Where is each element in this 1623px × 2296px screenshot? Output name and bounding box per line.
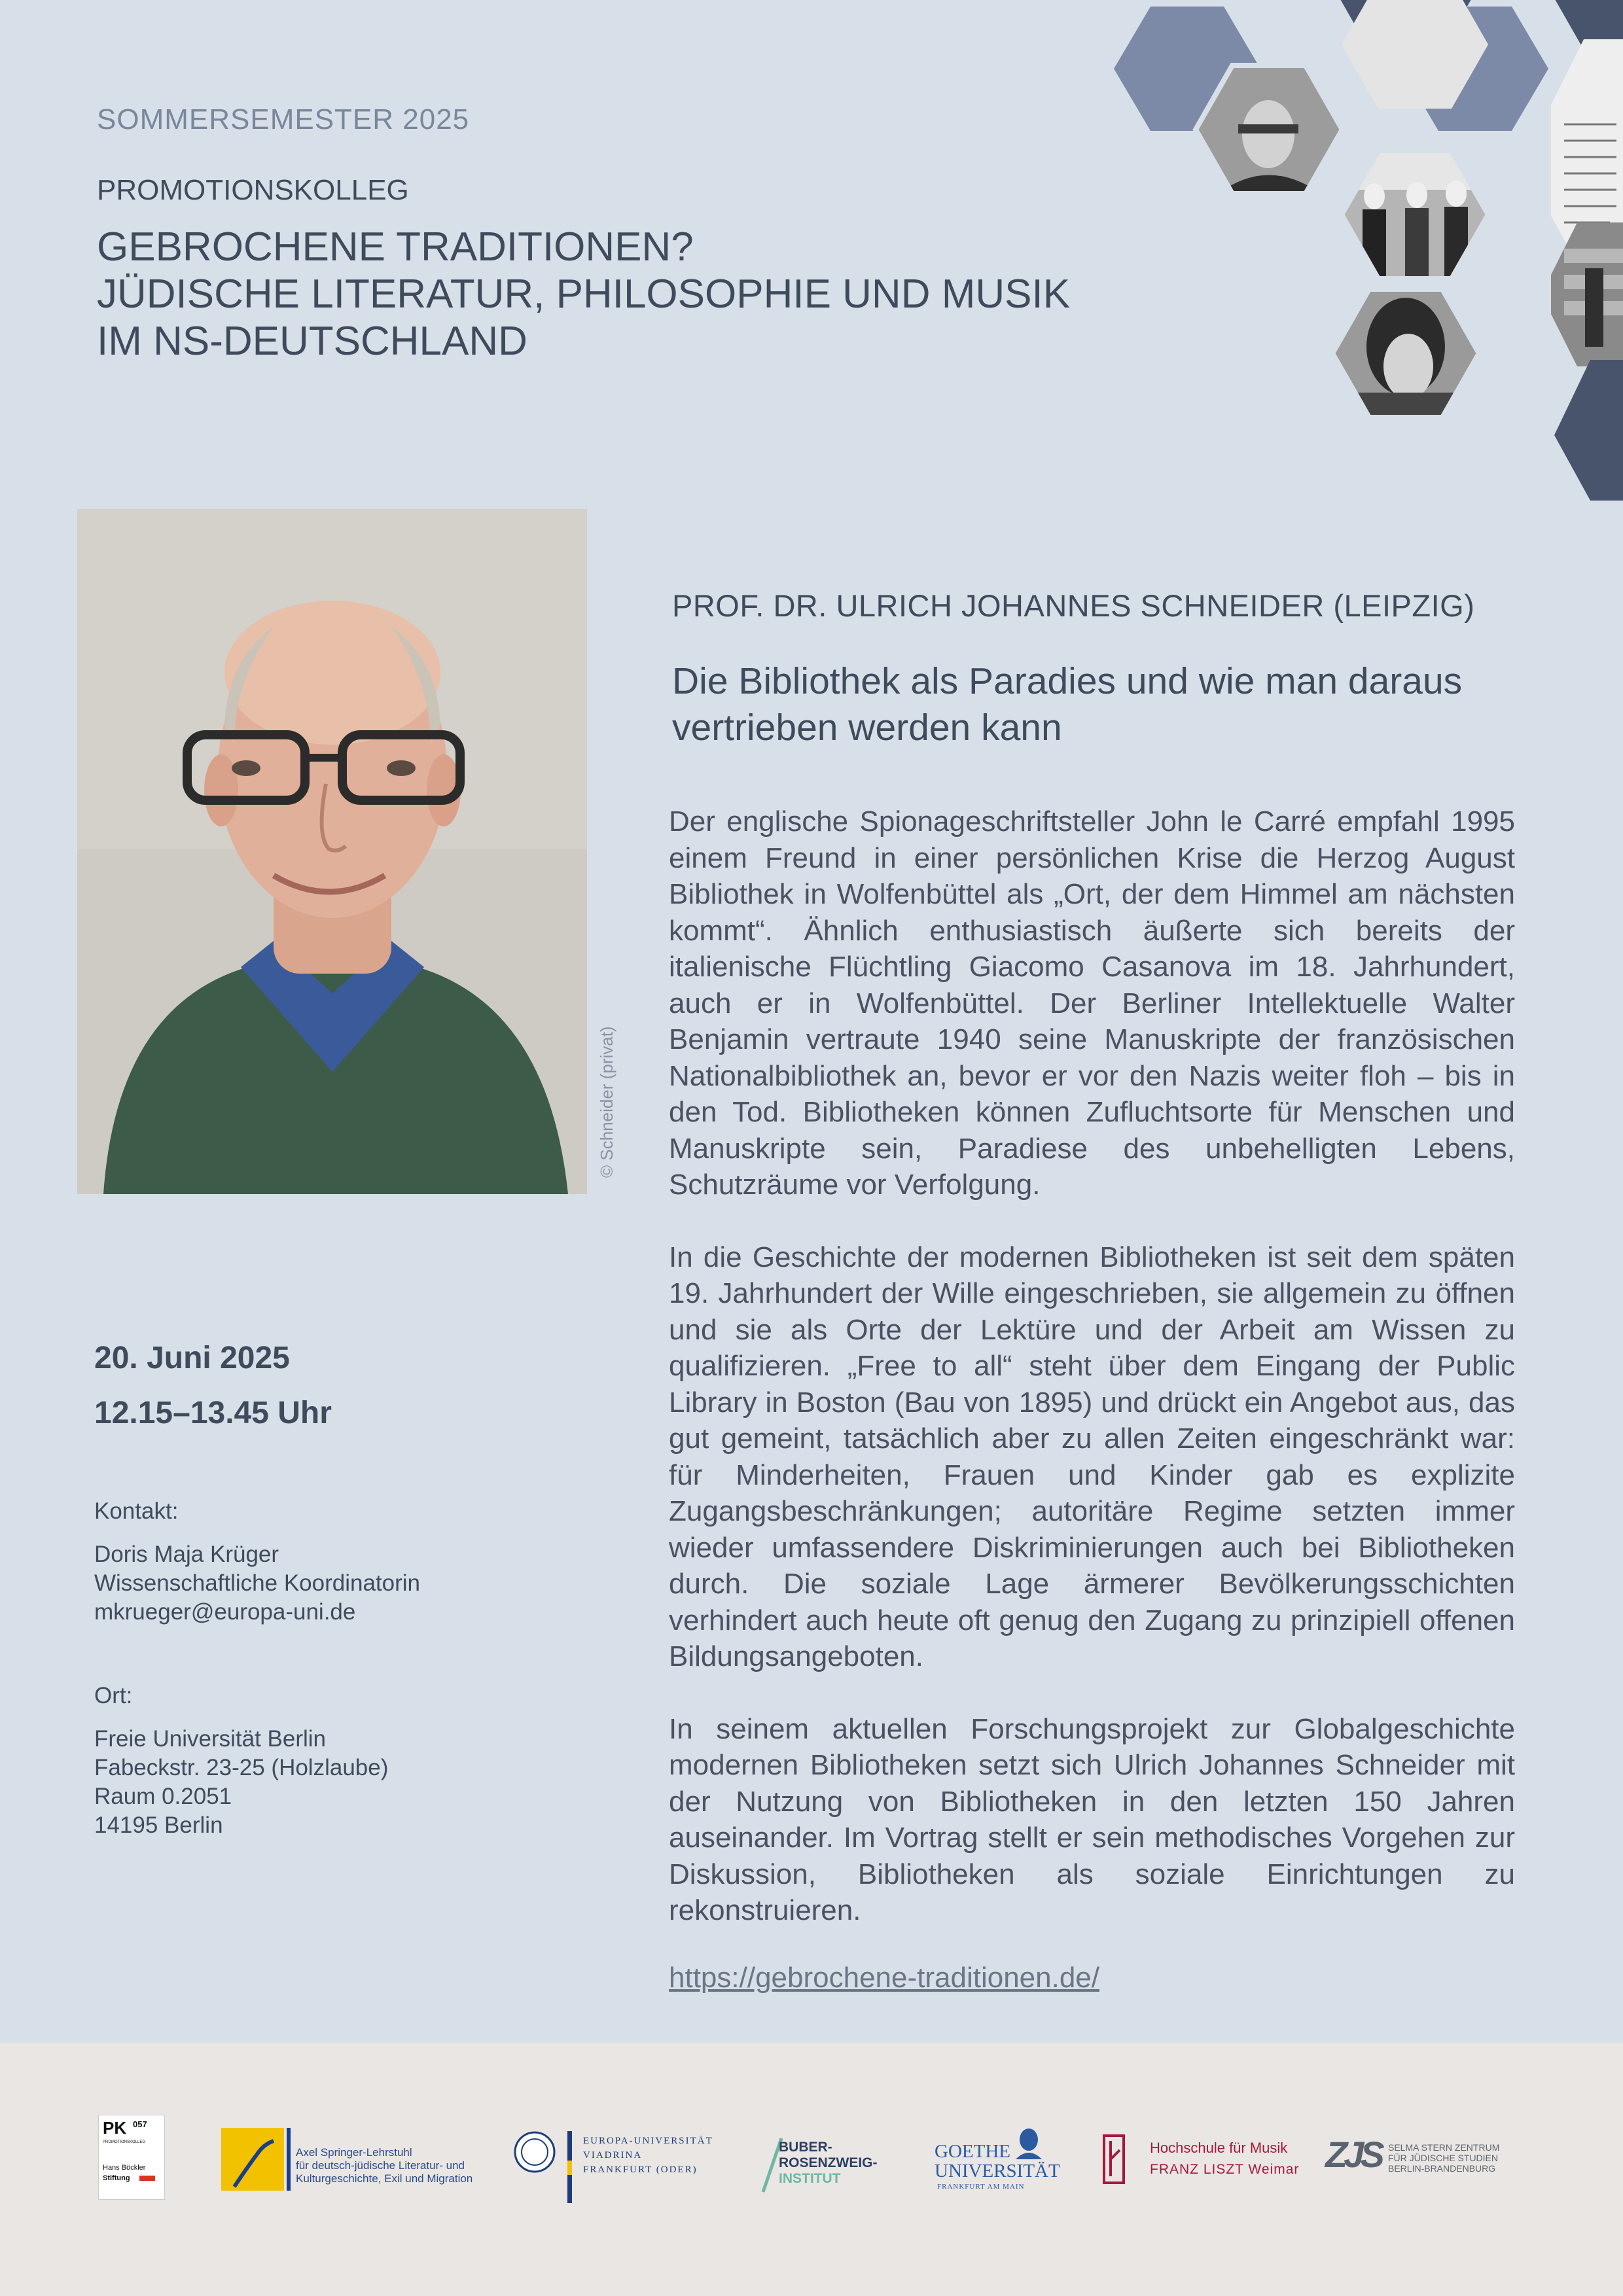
kolleg-label: PROMOTIONSKOLLEG: [97, 174, 409, 206]
contact-email[interactable]: mkrueger@europa-uni.de: [94, 1599, 356, 1625]
title-line: JÜDISCHE LITERATUR, PHILOSOPHIE UND MUSIK: [97, 272, 1071, 317]
page-title: [97, 224, 1070, 365]
title-line: GEBROCHENE TRADITIONEN?: [97, 224, 694, 270]
footer-logo-bar: PK 057 PROMOTIONSKOLLEG Hans Böckler Stiftung Axel Springer-Lehrstuhl für deutsch-jüdische Literatur- und Kulturgeschichte, Exil und Migration EUROPA-UNIVERSITÄT VIADRINA FRANKFURT (ODER) BUBER- ROSENZWEIG- INSTITUT GOETHE UNIVERSITÄT FRANKFURT AM MAIN Hochschule für Musik FRANZ LISZT Weimar ZJS SELMA STERN ZENTRUM FÜR JÜDISCHE STUDIEN BERLIN-BRANDENBURG: [0, 2043, 1623, 2296]
location-block: [94, 1682, 388, 1840]
location-label: Ort:: [94, 1683, 133, 1708]
event-time: 12.15–13.45 Uhr: [94, 1396, 332, 1430]
hexagon: [1554, 360, 1623, 501]
location-line: Freie Universität Berlin: [94, 1726, 326, 1752]
contact-role: Wissenschaftliche Koordinatorin: [94, 1570, 421, 1596]
pk057-logo: PK 057 PROMOTIONSKOLLEG Hans Böckler Stiftung: [98, 2115, 165, 2200]
contact-name: Doris Maja Krüger: [94, 1542, 279, 1567]
location-line: Fabeckstr. 23-25 (Holzlaube): [94, 1755, 389, 1780]
semester-label: SOMMERSEMESTER 2025: [97, 103, 470, 135]
speaker-photo: [77, 509, 587, 1194]
library-photo: [1551, 222, 1623, 366]
location-line: 14195 Berlin: [94, 1812, 223, 1838]
viadrina-logo: EUROPA-UNIVERSITÄT VIADRINA FRANKFURT (ODER): [514, 2131, 556, 2176]
location-line: Raum 0.2051: [94, 1784, 232, 1809]
portrait-photo-woman: [1329, 281, 1486, 432]
contact-label: Kontakt:: [94, 1498, 179, 1524]
talk-title: [672, 658, 1543, 751]
goethe-portrait-icon: [1014, 2127, 1043, 2159]
photo-credit: © Schneider (privat): [597, 1026, 616, 1178]
abstract-paragraph: In seinem aktuellen Forschungsprojekt zur Globalgeschichte modernen Bibliotheken setzt sich Ulrich Johannes Schneider mit der Nutzung von Bibliotheken in den letzten 150 Jahren auseinander. Im Vortrag stellt er sein methodisches Vorgehen zur Diskussion, Bibliotheken als soziale Einrichtungen zu rekonstruieren.: [669, 1712, 1515, 1926]
hfm-emblem-icon: [1103, 2133, 1126, 2185]
abstract-paragraph: In die Geschichte der modernen Bibliotheken ist seit dem späten 19. Jahrhundert der Wille eingeschrieben, sie allgemein zu öffnen und sie als Orte der Lektüre und der Arbeit am Wissen zu qualifizieren. „Free to all“ steht über dem Eingang der Public Library in Boston (Bau von 1895) und drückt ein Angebot aus, das gut gemeint, tatsächlich aber zu allen Zeiten eingeschränkt war: für Minderheiten, Frauen und Kinder gab es explizite Zugangsbeschränkungen; autoritäre Regime setzten immer wieder umfassendere Diskriminierungen auch bei Bibliotheken durch. Die soziale Lage ärmerer Bevölkerungsschichten verhindert auch heute oft genug den Zugang zu prinzipiell offenen Bildungsangeboten.: [669, 1241, 1515, 1672]
abstract: [669, 804, 1515, 1965]
abstract-paragraph: Der englische Spionageschriftsteller John le Carré empfahl 1995 einem Freund in einer persönlichen Krise die Herzog August Bibliothek in Wolfenbüttel als „Ort, der dem Himmel am nächsten kommt“. Ähnlich enthusiastisch äußerte sich bereits der italienische Flüchtling Giacomo Casanova im 18. Jahrhundert, auch er in Wolfenbüttel. Der Berliner Intellektuelle Walter Benjamin vertraute 1940 seine Manuskripte der französischen Nationalbibliothek an, bevor er vor den Nazis weiter floh – bis in den Tod. Bibliotheken können Zufluchtsorte für Menschen und Manuskripte sein, Paradiese des unbehelligten Lebens, Schutzräume vor Verfolgung.: [669, 805, 1515, 1201]
website-link[interactable]: https://gebrochene-traditionen.de/: [669, 1962, 1100, 1994]
speaker-name: PROF. DR. ULRICH JOHANNES SCHNEIDER (LEIPZIG): [672, 588, 1475, 623]
talk-title-line: Die Bibliothek als Paradies und wie man daraus: [672, 660, 1463, 702]
viadrina-seal-icon: [514, 2131, 556, 2173]
hexagon-photo-collage: [1047, 0, 1623, 523]
talk-title-line: vertrieben werden kann: [672, 707, 1062, 749]
event-date: 20. Juni 2025: [94, 1341, 290, 1375]
speaker-portrait-illustration: [77, 509, 587, 1194]
contact-block: [94, 1497, 420, 1627]
springer-knight-icon: [221, 2128, 287, 2193]
title-line: IM NS-DEUTSCHLAND: [97, 319, 527, 364]
group-photo: [1335, 144, 1492, 281]
